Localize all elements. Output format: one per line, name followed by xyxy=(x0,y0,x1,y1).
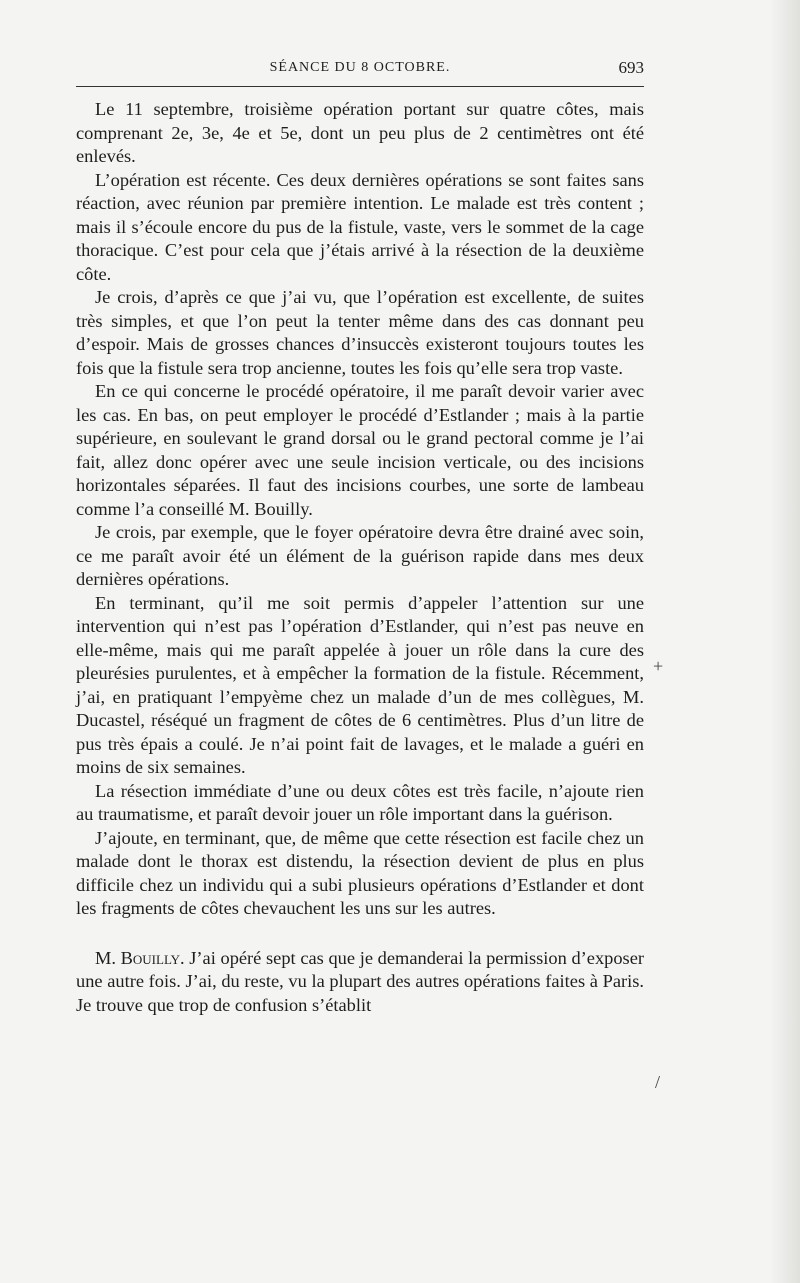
paragraph: Je crois, d’après ce que j’ai vu, que l’opération est excellente, de suites très simples, et que l’on peut la tenter même dans des cas donnant peu d’espoir. Mais de grosses chances d’insuccès existeront toujours toutes les fois que la fistule sera trop ancienne, toutes les fois qu’elle sera trop vaste. xyxy=(76,287,644,378)
speaker-paragraph xyxy=(76,947,644,1018)
paragraph: En ce qui concerne le procédé opératoire, il me paraît devoir varier avec les cas. En bas, on peut employer le procédé d’Estlander ; mais à la partie supérieure, en soulevant le grand dorsal ou le grand pectoral comme je l’ai fait, allez donc opérer avec une seule incision verticale, ou des incisions horizontales séparées. Il faut des incisions courbes, une sorte de lambeau comme l’a conseillé M. Bouilly. xyxy=(76,381,644,519)
paragraph: En terminant, qu’il me soit permis d’appeler l’attention sur une intervention qui n’est pas l’opération d’Estlander, qui n’est pas neuve en elle-même, mais qui me paraît appelée à jouer un rôle dans la cure des pleurésies purulentes, et à empêcher la formation de la fistule. Récemment, j’ai, en pratiquant l’empyème chez un malade d’un de mes collègues, M. Ducastel, réséqué un fragment de côtes de 6 centimètres. Plus d’un litre de pus très épais a coulé. Je n’ai point fait de lavages, et le malade a guéri en moins de six semaines. xyxy=(76,592,644,777)
paragraph: Je crois, par exemple, que le foyer opératoire devra être drainé avec soin, ce me paraît avoir été un élément de la guérison rapide dans mes deux dernières opérations. xyxy=(76,522,644,589)
paragraph: J’ajoute, en terminant, que, de même que cette résection est facile chez un malade dont le thorax est distendu, la résection devient de plus en plus difficile chez un individu qui a subi plusieurs opérations d’Estlander et dont les fragments de côtes chevauchent les uns sur les autres. xyxy=(76,827,644,918)
paragraph: La résection immédiate d’une ou deux côtes est très facile, n’ajoute rien au traumatisme, et paraît devoir jouer un rôle important dans la guérison. xyxy=(76,780,644,824)
paragraph: L’opération est récente. Ces deux dernières opérations se sont faites sans réaction, avec réunion par première intention. Le malade est très content ; mais il s’écoule encore du pus de la fistule, vaste, vers le sommet de la cage thoracique. C’est pour cela que j’étais arrivé à la résection de la deuxième côte. xyxy=(76,169,644,284)
margin-mark-slash: / xyxy=(655,1072,661,1092)
speaker-name: M. Bouilly. xyxy=(95,947,185,968)
header-rule xyxy=(76,86,644,87)
speaker-text: J’ai opéré sept cas que je demanderai la permission d’exposer une autre fois. J’ai, du reste, vu la plupart des autres opérations faites à Paris. Je trouve que trop de confusion s’établit xyxy=(76,947,644,1015)
page-header xyxy=(76,56,644,78)
running-head: SÉANCE DU 8 OCTOBRE. xyxy=(269,60,451,75)
paragraph: Le 11 septembre, troisième opération portant sur quatre côtes, mais comprenant 2e, 3e, 4e et 5e, dont un peu plus de 2 centimètres ont été enlevés. xyxy=(76,99,644,166)
page-edge-shadow xyxy=(770,0,800,1283)
margin-mark-plus: + xyxy=(653,656,664,676)
body-text xyxy=(76,98,644,1017)
page-number: 693 xyxy=(618,58,644,77)
